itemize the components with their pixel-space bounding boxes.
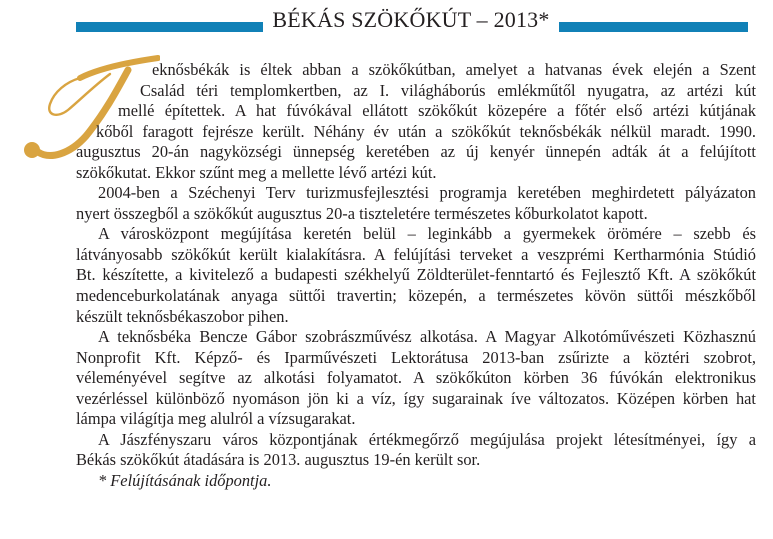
text-line: 2004-ben a Széchenyi Terv turizmusfejlesztési programja keretében meghirdetett pályázaton xyxy=(98,183,756,203)
paragraph-1 xyxy=(76,60,756,183)
text-line: augusztus 20-án nagyközségi ünnepség keretében az új kenyér ünnepén adták át a felújított xyxy=(76,142,756,162)
paragraph-4 xyxy=(76,327,756,430)
dropcap-ball-terminal xyxy=(24,142,40,158)
paragraph-5 xyxy=(76,430,756,471)
text-line: vezérléssel különböző nyomáson jön ki a víz, így sugarainak íve változatos. Középen körben hat xyxy=(76,388,756,408)
article-body xyxy=(76,60,756,491)
text-line: Nonprofit Kft. Képző- és Iparművészeti Lektorátusa 2013-ban zsűrizte a köztéri szobrot, xyxy=(76,347,756,367)
page-title: BÉKÁS SZÖKŐKÚT – 2013* xyxy=(272,7,550,32)
text-line: nyert összegből a szökőkút augusztus 20-a tiszteletére természetes kőburkolatot kapott. xyxy=(76,203,648,223)
text-line: lámpa világítja meg alulról a vízsugarakat. xyxy=(76,409,356,429)
header-rule-right xyxy=(559,22,748,32)
text-line: A városközpont megújítása keretén belül – leginkább a gyermekek örömére – szebb és xyxy=(98,224,756,244)
paragraph-2 xyxy=(76,183,756,224)
footnote: * Felújításának időpontja. xyxy=(98,470,272,490)
text-line: Békás szökőkút átadására is 2013. augusztus 19-én került sor. xyxy=(76,450,481,470)
text-line: Család téri templomkertben, az I. világháborús emlékműtől nyugatra, az artézi kút xyxy=(140,80,756,100)
text-line: kőből faragott fejrésze került. Néhány év után a szökőkút teknősbékák nélkül maradt. 1990. xyxy=(96,121,756,141)
text-line: látványosabb szökőkút került kialakításra. A felújítási terveket a veszprémi Kertharmónia Stúdió xyxy=(76,244,756,264)
text-line: Bt. készítette, a kivitelező a budapesti székhelyű Zöldterület-fenntartó és Fejlesztő Kft. A szökőkút xyxy=(76,265,756,285)
text-line: eknősbékák is éltek abban a szökőkútban, amelyet a hatvanas évek elején a Szent xyxy=(152,60,756,79)
section-header xyxy=(0,4,773,40)
text-line: A teknősbéka Bencze Gábor szobrászművész alkotása. A Magyar Alkotóművészeti Közhasznú xyxy=(98,327,756,347)
text-line: véleményével segítve az alkotási folyamatot. A szökőkúton körben 36 fúvókán elektronikus xyxy=(76,368,756,388)
header-rule-left xyxy=(76,22,263,32)
text-line: készült teknősbékaszobor pihen. xyxy=(76,306,289,326)
text-line: A Jászfényszaru város központjának értékmegőrző megújulása projekt létesítményei, így a xyxy=(98,429,756,449)
text-line: medenceburkolatának anyaga süttői travertin; közepén, a természetes kövön süttői mészkőből xyxy=(76,286,756,306)
text-line: mellé építettek. A hat fúvókával ellátott szökőkút közepére a főtér első artézi kútjának xyxy=(118,101,756,121)
paragraph-3 xyxy=(76,224,756,327)
text-line: szökőkutat. Ekkor szűnt meg a mellette lévő artézi kút. xyxy=(76,162,437,182)
